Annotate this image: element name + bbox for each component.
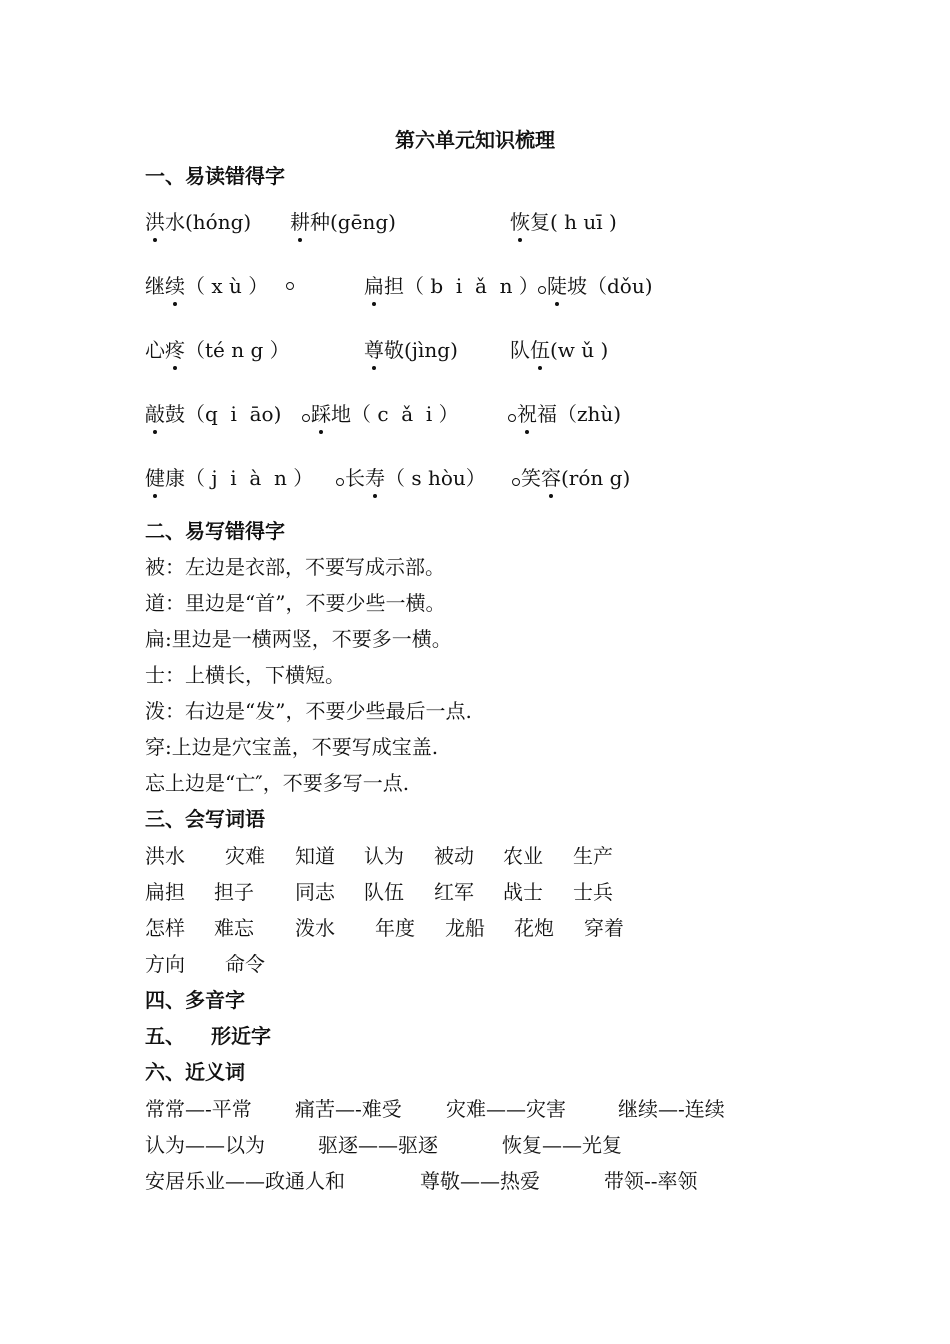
- vocab-word: 士兵: [573, 880, 613, 904]
- emphasis-char: 恢: [510, 206, 530, 235]
- emphasis-char: 尊: [364, 334, 384, 363]
- pinyin-entry: 心疼（té n g ）: [145, 334, 290, 363]
- section-6-heading: 六、近义词: [145, 1060, 245, 1084]
- pinyin-entry: 踩地（ c ǎ i ）: [302, 398, 459, 427]
- synonym-pair: 尊敬——热爱: [420, 1169, 540, 1193]
- pinyin-entry: 耕种(gēng): [290, 206, 396, 235]
- synonym-pair: 灾难——灾害: [446, 1097, 566, 1121]
- emphasis-char: 伍: [530, 334, 550, 363]
- circle-marker-icon: [508, 414, 516, 422]
- vocab-word: 知道: [295, 844, 335, 868]
- pinyin-entry: 扁担（ b i ǎ n ）: [364, 270, 539, 299]
- section-5-heading: 五、 形近字: [145, 1024, 271, 1048]
- emphasis-char: 踩: [311, 398, 331, 427]
- vocab-word: 命令: [225, 952, 265, 976]
- emphasis-char: 陡: [547, 270, 567, 299]
- vocab-word: 队伍: [364, 880, 404, 904]
- emphasis-char: 续: [165, 270, 185, 299]
- emphasis-char: 健: [145, 462, 165, 491]
- section-2-heading: 二、易写错得字: [145, 519, 285, 543]
- vocab-word: 生产: [573, 844, 613, 868]
- emphasis-char: 祝: [517, 398, 537, 427]
- circle-marker-icon: [512, 478, 520, 486]
- emphasis-char: 敲: [145, 398, 165, 427]
- vocab-word: 扁担: [145, 880, 185, 904]
- emphasis-char: 洪: [145, 206, 165, 235]
- writing-note: 士：上横长，下横短。: [145, 663, 345, 687]
- pinyin-entry: 健康（ j i à n ）: [145, 462, 313, 491]
- vocab-word: 红军: [434, 880, 474, 904]
- section-1-heading: 一、易读错得字: [145, 164, 285, 188]
- synonym-pair: 驱逐——驱逐: [318, 1133, 438, 1157]
- pinyin-entry: 陡坡（dǒu): [538, 270, 653, 299]
- circle-marker-icon: [286, 282, 294, 290]
- page-title: 第六单元知识梳理: [395, 128, 555, 152]
- section-3-heading: 三、会写词语: [145, 807, 265, 831]
- synonym-pair: 恢复——光复: [502, 1133, 622, 1157]
- emphasis-char: 耕: [290, 206, 310, 235]
- synonym-pair: 安居乐业——政通人和: [145, 1169, 345, 1193]
- writing-note: 道：里边是“首”，不要少些一横。: [145, 591, 446, 615]
- writing-note: 扁:里边是一横两竖，不要多一横。: [145, 627, 452, 651]
- circle-marker-icon: [538, 286, 546, 294]
- vocab-word: 难忘: [214, 916, 254, 940]
- synonym-pair: 痛苦—-难受: [295, 1097, 402, 1121]
- vocab-word: 认为: [364, 844, 404, 868]
- pinyin-entry: 尊敬(jìng): [364, 334, 458, 363]
- pinyin-entry: 笑容(rón g): [512, 462, 630, 491]
- vocab-word: 龙船: [445, 916, 485, 940]
- vocab-word: 泼水: [295, 916, 335, 940]
- synonym-pair: 常常—-平常: [145, 1097, 252, 1121]
- writing-note: 穿:上边是穴宝盖，不要写成宝盖.: [145, 735, 439, 759]
- pinyin-entry: 祝福（zhù): [508, 398, 621, 427]
- vocab-word: 同志: [295, 880, 335, 904]
- vocab-word: 花炮: [514, 916, 554, 940]
- pinyin-entry: 队伍(w ǔ ): [510, 334, 608, 363]
- pinyin-entry: 洪水(hóng): [145, 206, 251, 235]
- writing-note: 被：左边是衣部，不要写成示部。: [145, 555, 445, 579]
- vocab-word: 农业: [503, 844, 543, 868]
- pinyin-entry: 恢复( h uī ): [510, 206, 617, 235]
- vocab-word: 担子: [214, 880, 254, 904]
- stray-marker: [286, 270, 295, 294]
- vocab-word: 年度: [375, 916, 415, 940]
- vocab-word: 怎样: [145, 916, 185, 940]
- emphasis-char: 疼: [165, 334, 185, 363]
- emphasis-char: 扁: [364, 270, 384, 299]
- pinyin-entry: 长寿（ s hòu）: [336, 462, 486, 491]
- writing-note: 泼：右边是“发”，不要少些最后一点.: [145, 699, 472, 723]
- synonym-pair: 带领--率领: [604, 1169, 698, 1193]
- circle-marker-icon: [302, 414, 310, 422]
- vocab-word: 战士: [503, 880, 543, 904]
- emphasis-char: 寿: [365, 462, 385, 491]
- emphasis-char: 容: [541, 462, 561, 491]
- writing-note: 忘上边是“亡″，不要多写一点.: [145, 771, 410, 795]
- circle-marker-icon: [336, 478, 344, 486]
- pinyin-entry: 敲鼓（q i āo): [145, 398, 281, 427]
- section-4-heading: 四、多音字: [145, 988, 245, 1012]
- pinyin-entry: 继续（ x ù ）: [145, 270, 268, 299]
- vocab-word: 被动: [434, 844, 474, 868]
- vocab-word: 洪水: [145, 844, 185, 868]
- vocab-word: 灾难: [225, 844, 265, 868]
- synonym-pair: 继续—-连续: [618, 1097, 725, 1121]
- vocab-word: 穿着: [584, 916, 624, 940]
- synonym-pair: 认为——以为: [145, 1133, 265, 1157]
- vocab-word: 方向: [145, 952, 185, 976]
